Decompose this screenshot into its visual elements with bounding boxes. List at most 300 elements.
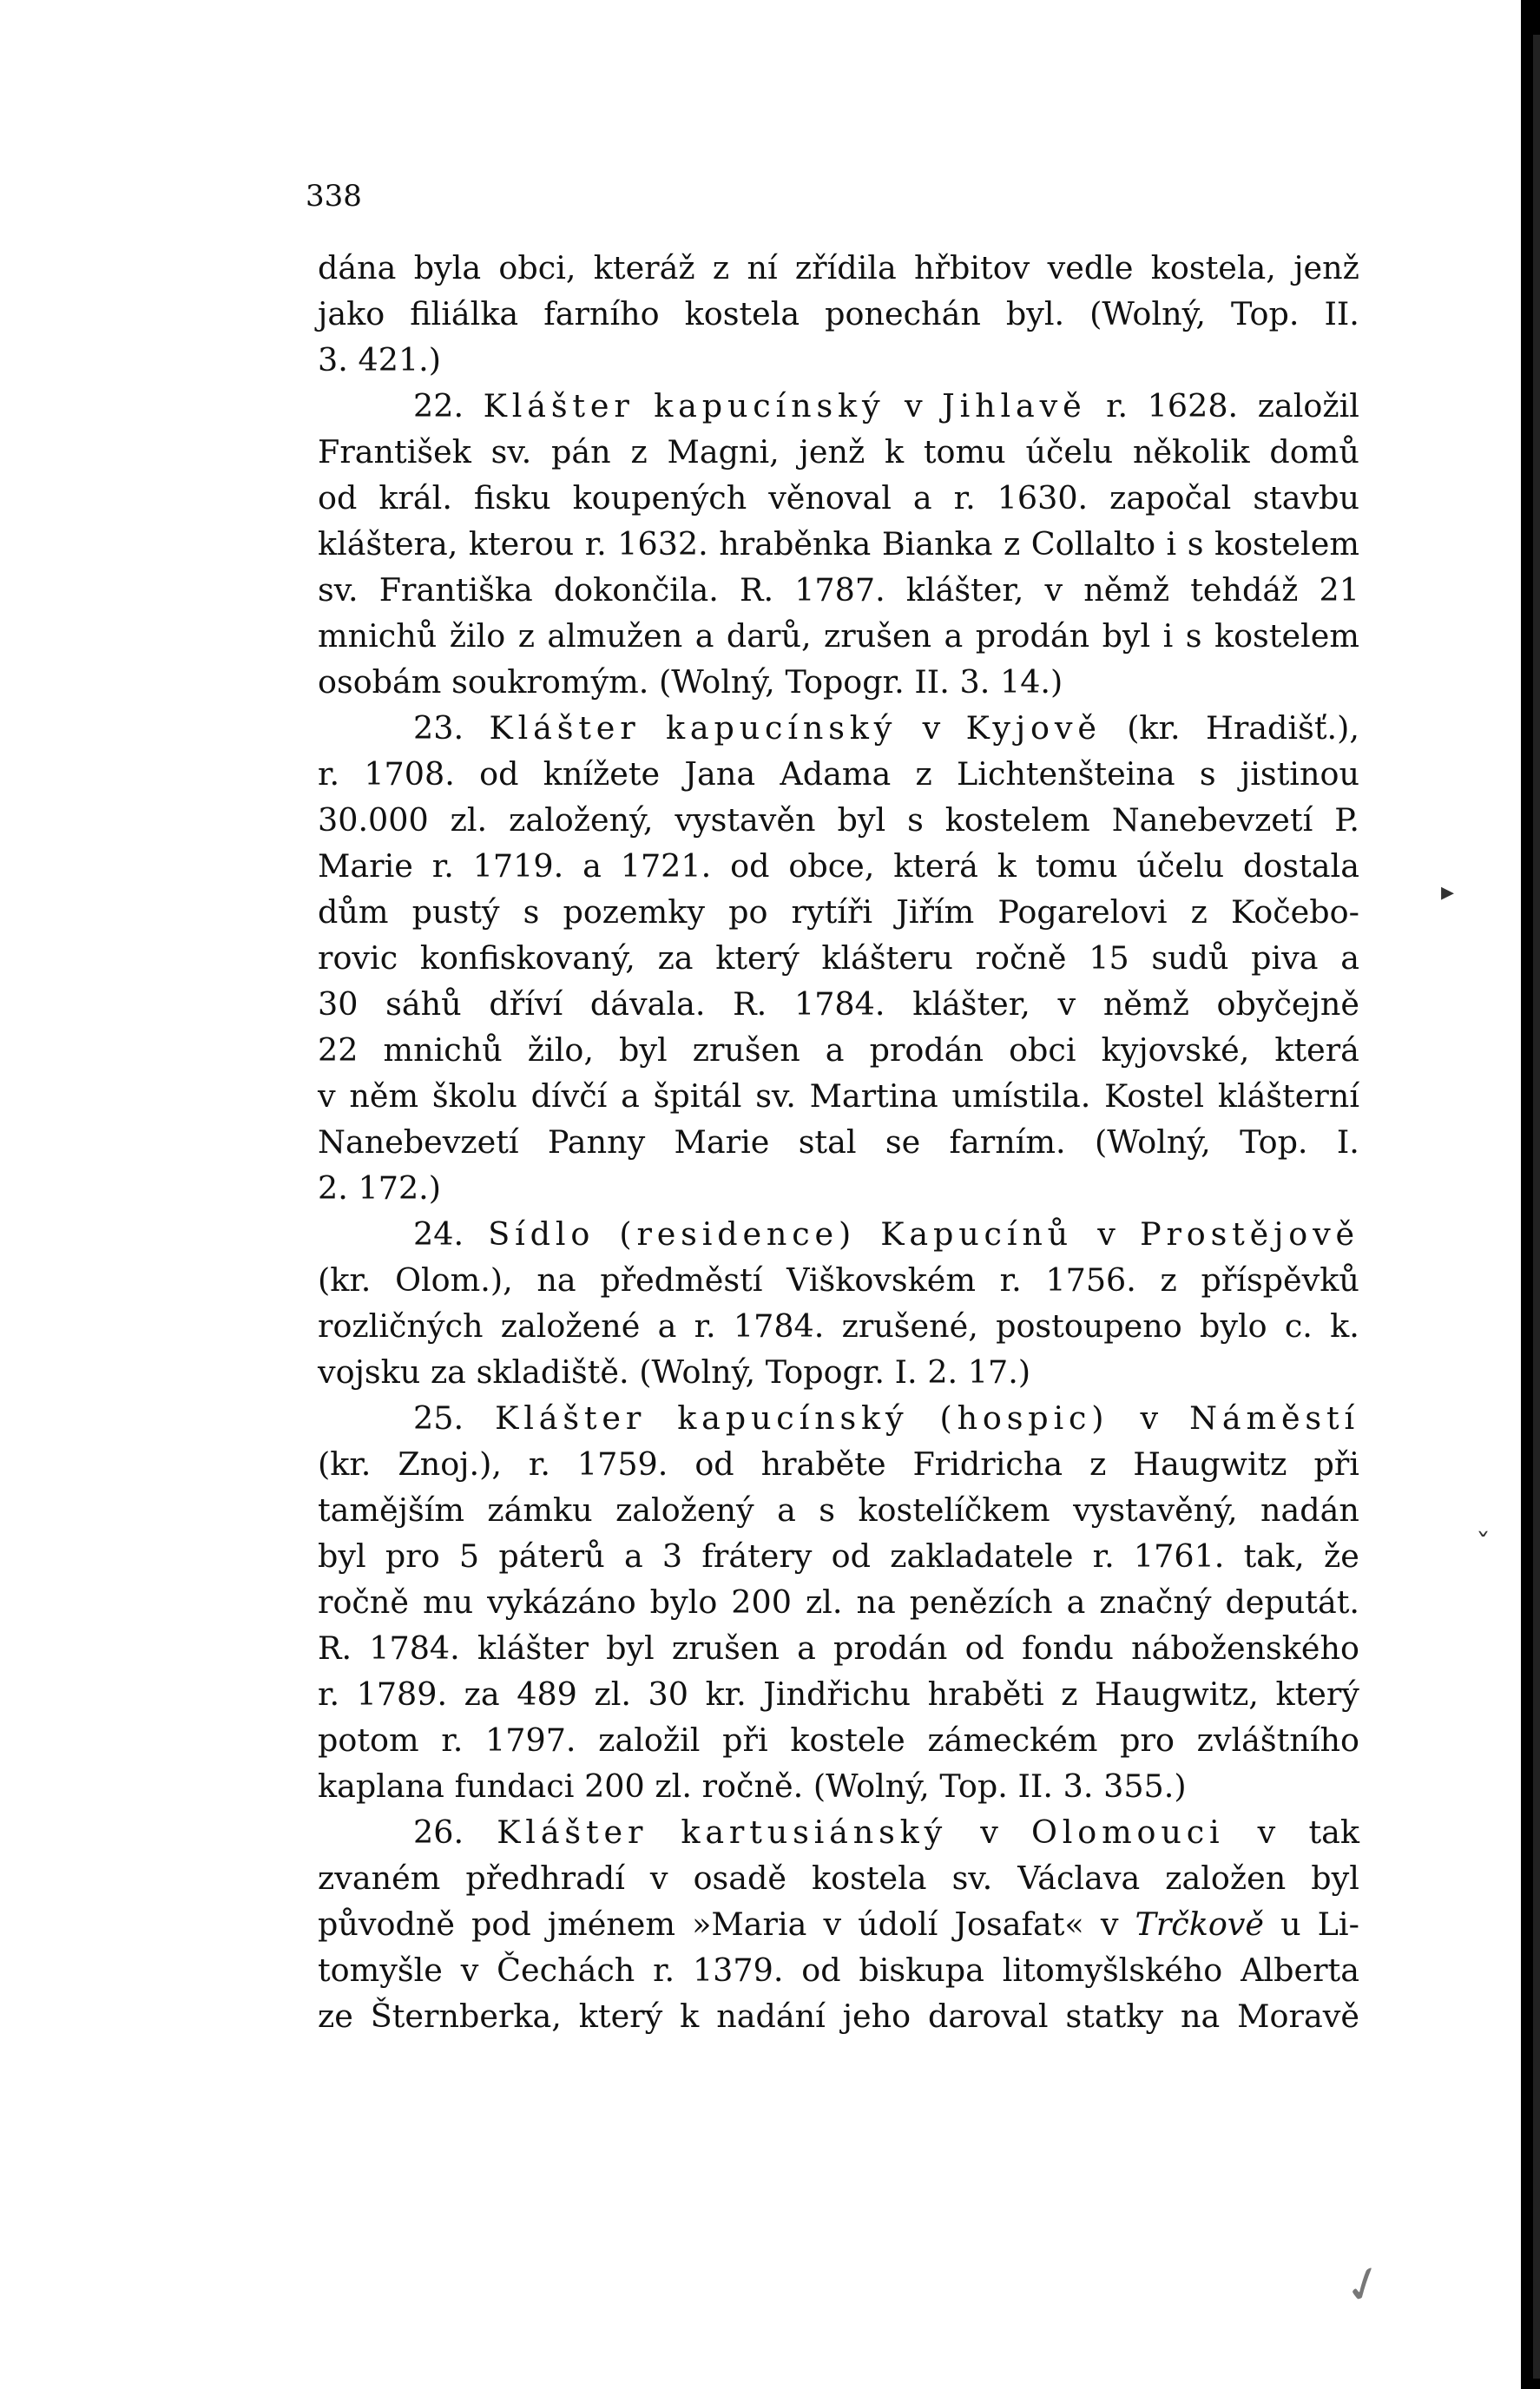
word: Sídlo (488, 1215, 596, 1253)
word: zámeckém (927, 1721, 1098, 1759)
text-line (318, 843, 1359, 889)
word: v (823, 1905, 842, 1943)
word: daroval (927, 1997, 1049, 2035)
word: a (1340, 939, 1359, 977)
word: r. (441, 1721, 464, 1759)
word: špitál (653, 1077, 742, 1115)
text-line (318, 1625, 1359, 1671)
word: byl (1311, 1859, 1359, 1897)
margin-check-icon: ✓ (1336, 2252, 1392, 2319)
word: z (1190, 893, 1208, 931)
text-line (318, 935, 1359, 981)
text-line (318, 1579, 1359, 1625)
word: koupených (572, 479, 747, 517)
text-line (318, 1533, 1359, 1579)
word: kapucínský (665, 709, 898, 747)
word: němž (1102, 985, 1189, 1023)
word: založené (500, 1307, 641, 1345)
word: zrušen (692, 1031, 800, 1069)
word: postoupeno (996, 1307, 1182, 1345)
word: Top. (939, 1767, 1008, 1805)
word: jeho (842, 1997, 911, 2035)
word: (Wolný, (1089, 295, 1206, 332)
word: knížete (543, 755, 661, 793)
word: byl (318, 1537, 366, 1575)
word: Adama (780, 755, 892, 793)
word: a (912, 479, 932, 517)
word: 1719. (472, 847, 564, 885)
word: r. (999, 1261, 1022, 1299)
word: kaplana (318, 1767, 444, 1805)
word: penězích (909, 1583, 1053, 1621)
word: Jana (684, 755, 756, 793)
word: Moravě (1237, 1997, 1359, 2035)
text-line (318, 613, 1359, 659)
word: byl (606, 1629, 655, 1667)
word: umístila. (951, 1077, 1091, 1115)
word: zrušené, (841, 1307, 978, 1345)
word: mu (422, 1583, 474, 1621)
word: r. (584, 525, 607, 563)
word: 200 (731, 1583, 792, 1621)
text-line (318, 1349, 1359, 1395)
word: Jindřichu (763, 1675, 911, 1713)
word: z (630, 433, 648, 471)
word: Olomouci (1031, 1813, 1225, 1851)
word: soukromým. (451, 663, 649, 701)
word: kapucínský (654, 387, 885, 424)
word: Klášter (495, 1399, 647, 1437)
word: r. (318, 755, 340, 793)
text-line (318, 981, 1359, 1027)
word: I. (894, 1353, 918, 1391)
word: P. (1334, 801, 1359, 839)
word: tehdáž (1190, 571, 1299, 609)
word: byl. (1005, 295, 1065, 332)
word: pán (551, 433, 611, 471)
word: z (1003, 525, 1021, 563)
word: údolí (858, 1905, 938, 1943)
word: II. (1324, 295, 1359, 332)
word: statky (1065, 1997, 1164, 2035)
word: ze (318, 1997, 353, 2035)
word: II. (914, 663, 950, 701)
text-line (318, 1855, 1359, 1901)
text-line (318, 705, 1359, 751)
word: k. (1330, 1307, 1359, 1345)
word: II. (1017, 1767, 1053, 1805)
word: započal (1109, 479, 1232, 517)
word: Kyjově (965, 709, 1102, 747)
word: r. (318, 1675, 340, 1713)
word: »Maria (692, 1905, 807, 1943)
word: z (1061, 1675, 1078, 1713)
word: za (657, 939, 694, 977)
word: R. (740, 571, 774, 609)
word: kostela (684, 295, 800, 332)
word: 172.) (358, 1169, 442, 1207)
word: klášterní (1217, 1077, 1359, 1115)
word: R. (733, 985, 767, 1023)
word: sv. (951, 1859, 993, 1897)
word: tak, (1243, 1537, 1305, 1575)
word: klášter, (905, 571, 1024, 609)
word: zl. (655, 1767, 692, 1805)
word: r. (528, 1445, 550, 1483)
word: prodán (869, 1031, 984, 1069)
word: pustý (411, 893, 500, 931)
word: Klášter (483, 387, 635, 424)
word: 1761. (1133, 1537, 1225, 1575)
word: od (801, 1951, 841, 1989)
word: 15 (1089, 939, 1129, 977)
word: 421.) (358, 341, 442, 378)
word: R. (318, 1629, 352, 1667)
word: při (722, 1721, 768, 1759)
word: kostela (812, 1859, 927, 1897)
word: kostelem (1214, 617, 1359, 655)
word: a (694, 617, 714, 655)
word: 23. (413, 709, 464, 747)
word: v (980, 1813, 998, 1851)
word: Li- (1317, 1905, 1359, 1943)
word: Marie (674, 1123, 770, 1161)
text-line (318, 1671, 1359, 1717)
word: dávala. (589, 985, 706, 1023)
word: v (1257, 1813, 1276, 1851)
word: r. (1092, 1537, 1115, 1575)
word: Haugwitz (1133, 1445, 1287, 1483)
word: hraběti (927, 1675, 1044, 1713)
word: v (904, 387, 923, 424)
word: byl (837, 801, 886, 839)
word: Fridricha (912, 1445, 1063, 1483)
text-line (318, 1395, 1359, 1441)
word: Václava (1017, 1859, 1141, 1897)
word: 22. (413, 387, 464, 424)
word: ní (747, 249, 778, 286)
word: kyjovské, (1101, 1031, 1250, 1069)
word: 1632. (617, 525, 708, 563)
text-line (318, 659, 1359, 705)
word: sudů (1151, 939, 1229, 977)
text-line (318, 1119, 1359, 1165)
word: pozemky (563, 893, 705, 931)
word: 1379. (692, 1951, 784, 1989)
word: obyčejně (1216, 985, 1359, 1023)
word: bylo (1199, 1307, 1267, 1345)
word: stal (798, 1123, 857, 1161)
word: osobám (318, 663, 442, 701)
word: Klášter (497, 1813, 648, 1851)
word: Náměstí (1189, 1399, 1359, 1437)
text-line (318, 1993, 1359, 2039)
word: (Wolný, (813, 1767, 930, 1805)
word: vedle (1047, 249, 1134, 286)
word: Haugwitz, (1095, 1675, 1259, 1713)
word: náboženského (1131, 1629, 1359, 1667)
word: sáhů (385, 985, 462, 1023)
word: nadání (716, 1997, 826, 2035)
word: dům (318, 893, 389, 931)
text-line (318, 475, 1359, 521)
word: původně (318, 1905, 455, 1943)
word: jenž (1293, 249, 1359, 286)
word: Pogarelovi (997, 893, 1168, 931)
word: Lichtenšteina (957, 755, 1175, 793)
word: rovic (318, 939, 398, 977)
word: 24. (413, 1215, 464, 1253)
word: skladiště. (476, 1353, 629, 1391)
word: byl (1102, 617, 1151, 655)
word: Nanebevzetí (1111, 801, 1313, 839)
word: král. (378, 479, 452, 517)
word: a (944, 617, 964, 655)
margin-tick-icon: ˇ (1476, 1528, 1491, 1563)
word: Top. (1240, 1123, 1308, 1161)
word: r. (653, 1951, 675, 1989)
word: k (997, 847, 1017, 885)
word: jako (318, 295, 385, 332)
word: klášter, (912, 985, 1030, 1023)
word: od (479, 755, 519, 793)
word: 1628. (1147, 387, 1239, 424)
word: fisku (473, 479, 551, 517)
word: kapucínský (677, 1399, 909, 1437)
word: Jiřím (896, 893, 975, 931)
word: Kostel (1104, 1077, 1205, 1115)
text-line (318, 1947, 1359, 1993)
word: 1759. (576, 1445, 668, 1483)
word: konfiskovaný, (419, 939, 635, 977)
text-line (318, 291, 1359, 337)
word: pod (471, 1905, 531, 1943)
word: Nanebevzetí (318, 1123, 519, 1161)
word: obci, (498, 249, 576, 286)
word: deputát. (1225, 1583, 1359, 1621)
word: od (318, 479, 358, 517)
word: 5 (458, 1537, 480, 1575)
word: Alberta (1241, 1951, 1359, 1989)
word: dokončila. (553, 571, 719, 609)
word: v (649, 1859, 668, 1897)
word: 22 (318, 1031, 359, 1069)
word: Františka (378, 571, 533, 609)
word: filiálka (410, 295, 519, 332)
word: dána (318, 249, 397, 286)
word: obci (1009, 1031, 1076, 1069)
word: Martina (809, 1077, 938, 1115)
word: Topogr. (765, 1353, 885, 1391)
word: 1784. (793, 985, 885, 1023)
word: z (1160, 1261, 1177, 1299)
word: biskupa (859, 1951, 984, 1989)
word: školu (431, 1077, 517, 1115)
word: piva (1251, 939, 1319, 977)
word: rytíři (791, 893, 873, 931)
word: žilo, (527, 1031, 594, 1069)
word: ponechán (825, 295, 981, 332)
body-text (318, 245, 1359, 2039)
word: několik (1132, 433, 1250, 471)
word: sv. (755, 1077, 796, 1115)
word: zřídila (794, 249, 897, 286)
word: na (856, 1583, 896, 1621)
word: Panny (547, 1123, 646, 1161)
page-number: 338 (306, 179, 362, 214)
word: 1756. (1045, 1261, 1136, 1299)
text-line (318, 245, 1359, 291)
word: rozličných (318, 1307, 484, 1345)
word: potom (318, 1721, 419, 1759)
word: založený (615, 1491, 754, 1529)
text-line (318, 1717, 1359, 1763)
word: zl. (450, 801, 488, 839)
word: od (831, 1537, 871, 1575)
word: účelu (1136, 847, 1225, 885)
text-line (318, 1441, 1359, 1487)
text-line (318, 1073, 1359, 1119)
word: dívčí (530, 1077, 608, 1115)
word: a (797, 1629, 816, 1667)
word: Collalto (1030, 525, 1156, 563)
word: k (680, 1997, 700, 2035)
word: s (819, 1491, 836, 1529)
word: zakladatele (890, 1537, 1074, 1575)
word: který (578, 1997, 663, 2035)
word: r. (953, 479, 976, 517)
word: r. (431, 847, 454, 885)
word: jistinou (1240, 755, 1359, 793)
word: Josafat« (954, 1905, 1084, 1943)
word: 200 (584, 1767, 645, 1805)
word: založen (1165, 1859, 1287, 1897)
word: 1789. (356, 1675, 448, 1713)
word: Magni, (667, 433, 780, 471)
word: Kapucínů (880, 1215, 1074, 1253)
word: almužen (547, 617, 683, 655)
word: Bianka (881, 525, 993, 563)
word: v (318, 1077, 336, 1115)
word: 1708. (364, 755, 455, 793)
word: od (694, 1445, 734, 1483)
word: a (623, 1537, 643, 1575)
word: tomu (1035, 847, 1118, 885)
word: značný (1099, 1583, 1212, 1621)
text-line (318, 1027, 1359, 1073)
page-edge (1533, 35, 1540, 2379)
word: který (1275, 1675, 1359, 1713)
word: z (712, 249, 730, 286)
word: zrušen (824, 617, 932, 655)
word: od (964, 1629, 1004, 1667)
text-line (318, 889, 1359, 935)
word: 3. (959, 663, 990, 701)
word: a (1066, 1583, 1086, 1621)
word: ročně (318, 1583, 409, 1621)
word: farním. (949, 1123, 1066, 1161)
word: zl. (594, 1675, 631, 1713)
word: a (825, 1031, 845, 1069)
word: (residence) (619, 1215, 857, 1253)
word: vykázáno (487, 1583, 636, 1621)
word: a (777, 1491, 796, 1529)
word: kostelem (944, 801, 1090, 839)
word: (kr. (1127, 709, 1181, 747)
word: k (884, 433, 905, 471)
word: 26. (413, 1813, 464, 1851)
word: 1721. (620, 847, 712, 885)
word: zl. (805, 1583, 843, 1621)
word: bylo (649, 1583, 718, 1621)
word: hřbitov (914, 249, 1030, 286)
word: prodán (975, 617, 1090, 655)
word: i (1166, 525, 1177, 563)
word: 2. (318, 1169, 348, 1207)
word: zrušen (671, 1629, 780, 1667)
word: s (1185, 617, 1202, 655)
word: 489 (517, 1675, 577, 1713)
word: žilo (449, 617, 506, 655)
word: klášter (477, 1629, 589, 1667)
word: v (922, 709, 941, 747)
word: pro (1120, 1721, 1175, 1759)
word: Olom.), (395, 1261, 513, 1299)
word: Hradišť.), (1206, 709, 1359, 747)
word: jménem (547, 1905, 676, 1943)
word: po (728, 893, 768, 931)
word: 30.000 (318, 801, 429, 839)
word: kterou (468, 525, 575, 563)
word: z (915, 755, 932, 793)
word: sv. (318, 571, 359, 609)
word: z (1089, 1445, 1107, 1483)
text-line (318, 1165, 1359, 1211)
word: se (885, 1123, 921, 1161)
word: založil (1257, 387, 1359, 424)
word: 17.) (967, 1353, 1031, 1391)
word: tamějším (318, 1491, 464, 1529)
word: kostele (790, 1721, 905, 1759)
margin-arrow-icon: ▸ (1441, 877, 1455, 907)
word: Kočebo- (1230, 893, 1359, 931)
word: ročně. (701, 1767, 804, 1805)
text-line (318, 1487, 1359, 1533)
text-line (318, 337, 1359, 383)
word: založil (598, 1721, 701, 1759)
word: vojsku (318, 1353, 421, 1391)
word: I. (1336, 1123, 1359, 1161)
word: 21 (1319, 571, 1359, 609)
text-line (318, 1901, 1359, 1947)
word: (hospic) (939, 1399, 1109, 1437)
word: ročně (975, 939, 1067, 977)
word: dříví (489, 985, 563, 1023)
word: Znoj.), (398, 1445, 502, 1483)
word: na (1180, 1997, 1221, 2035)
word: vystavěn (675, 801, 816, 839)
word: 14.) (999, 663, 1063, 701)
word: něm (349, 1077, 419, 1115)
word: která (1274, 1031, 1359, 1069)
word: Klášter (489, 709, 641, 747)
word: zámku (487, 1491, 593, 1529)
word: 2. (927, 1353, 958, 1391)
text-line (318, 521, 1359, 567)
word: Čechách (497, 1951, 635, 1989)
word: 30 (318, 985, 359, 1023)
word: Marie (318, 847, 413, 885)
